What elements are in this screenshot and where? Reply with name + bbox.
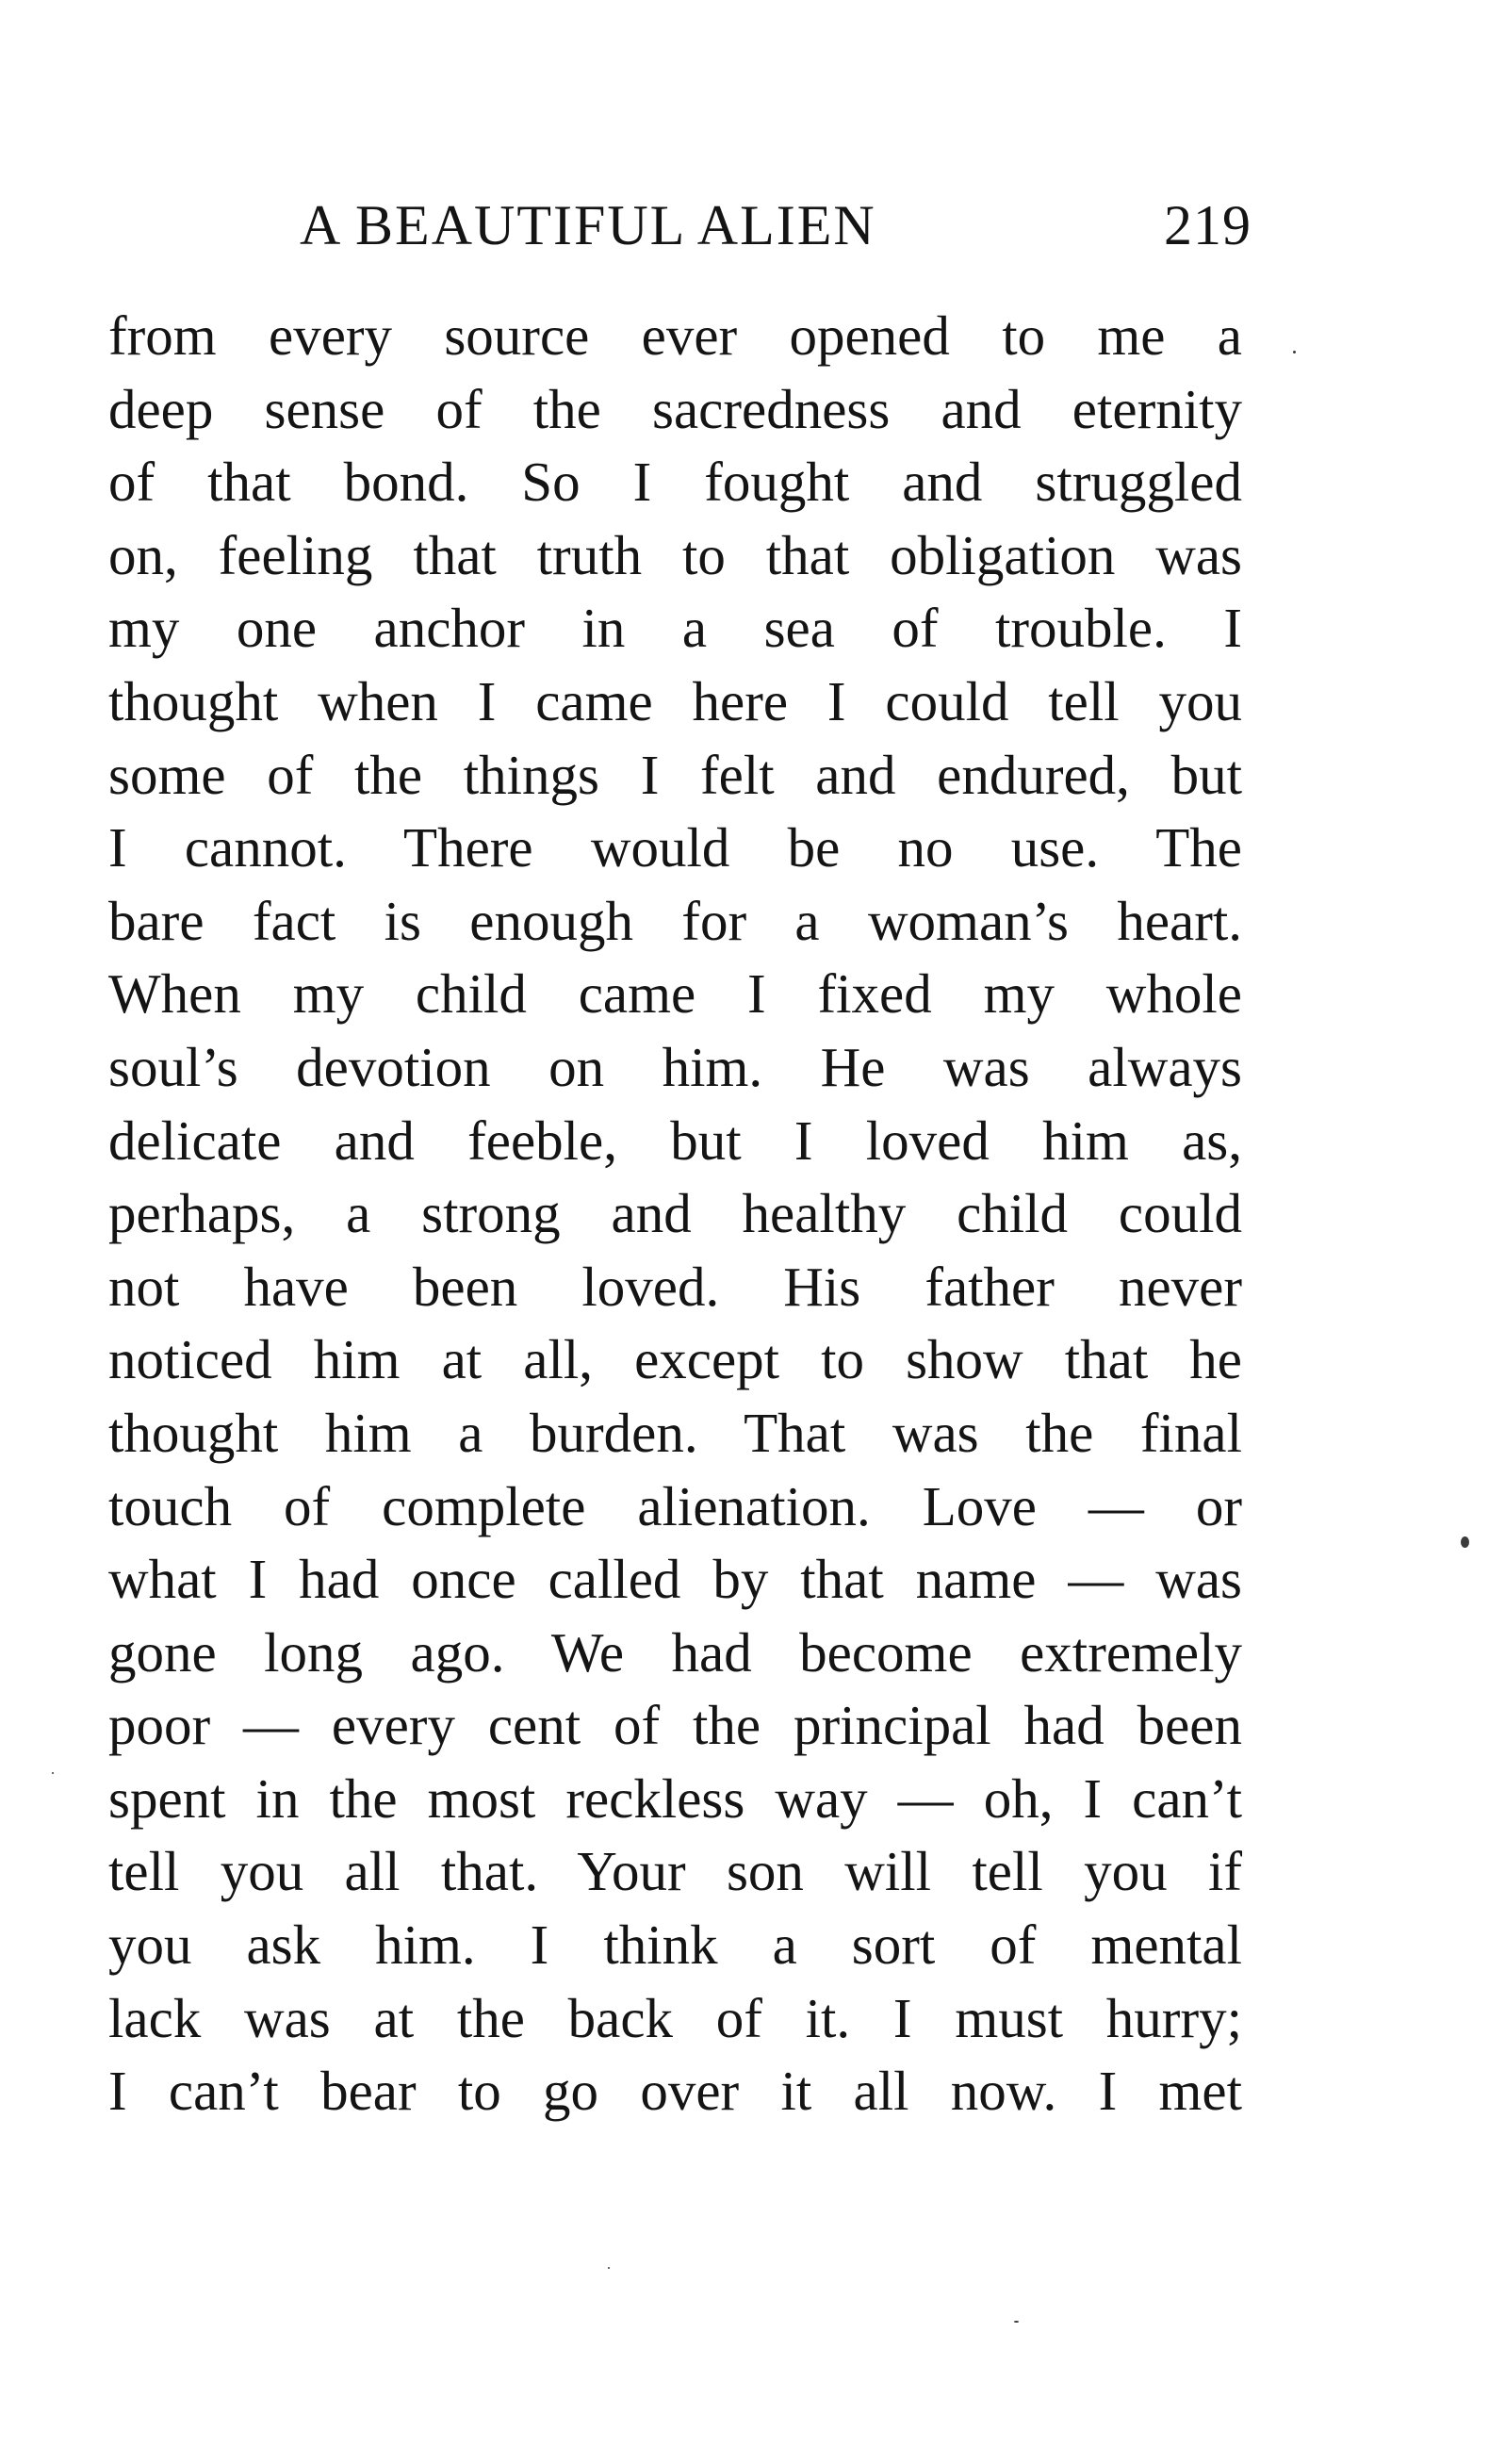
text-line: delicate and feeble, but I loved him as, bbox=[108, 1109, 1242, 1172]
body-text bbox=[108, 300, 1242, 2128]
text-line: on, feeling that truth to that obligation was bbox=[108, 523, 1242, 586]
scan-speck bbox=[52, 1772, 54, 1774]
text-line: deep sense of the sacredness and eternity bbox=[108, 377, 1242, 440]
text-line: my one anchor in a sea of trouble. I bbox=[108, 597, 1242, 660]
text-line: you ask him. I think a sort of mental bbox=[108, 1914, 1242, 1977]
scan-speck bbox=[1293, 351, 1296, 353]
text-line: not have been loved. His father never bbox=[108, 1255, 1242, 1318]
running-title: A BEAUTIFUL ALIEN bbox=[300, 194, 876, 256]
text-line: spent in the most reckless way — oh, I can’t bbox=[108, 1766, 1242, 1830]
text-line: perhaps, a strong and healthy child could bbox=[108, 1182, 1242, 1245]
text-line: of that bond. So I fought and struggled bbox=[108, 451, 1242, 514]
text-line: lack was at the back of it. I must hurry; bbox=[108, 1986, 1242, 2049]
scan-speck bbox=[1461, 1536, 1469, 1548]
text-line: soul’s devotion on him. He was always bbox=[108, 1035, 1242, 1098]
text-line: bare fact is enough for a woman’s heart. bbox=[108, 889, 1242, 952]
text-line: When my child came I fixed my whole bbox=[108, 962, 1242, 1026]
scan-speck bbox=[1014, 2321, 1019, 2323]
text-line: some of the things I felt and endured, but bbox=[108, 743, 1242, 806]
text-line: gone long ago. We had become extremely bbox=[108, 1620, 1242, 1684]
text-line: tell you all that. Your son will tell you if bbox=[108, 1840, 1242, 1903]
text-line: touch of complete alienation. Love — or bbox=[108, 1474, 1242, 1537]
text-line: what I had once called by that name — was bbox=[108, 1548, 1242, 1611]
text-line: from every source ever opened to me a bbox=[108, 304, 1242, 367]
scan-speck bbox=[608, 2267, 610, 2269]
text-line: noticed him at all, except to show that he bbox=[108, 1328, 1242, 1391]
text-line: poor — every cent of the principal had been bbox=[108, 1694, 1242, 1757]
text-line: I cannot. There would be no use. The bbox=[108, 816, 1242, 879]
text-line: I can’t bear to go over it all now. I met bbox=[108, 2060, 1242, 2123]
page-number: 219 bbox=[1164, 194, 1252, 256]
text-line: thought him a burden. That was the final bbox=[108, 1401, 1242, 1464]
running-head bbox=[300, 192, 1252, 258]
text-line: thought when I came here I could tell you bbox=[108, 669, 1242, 732]
